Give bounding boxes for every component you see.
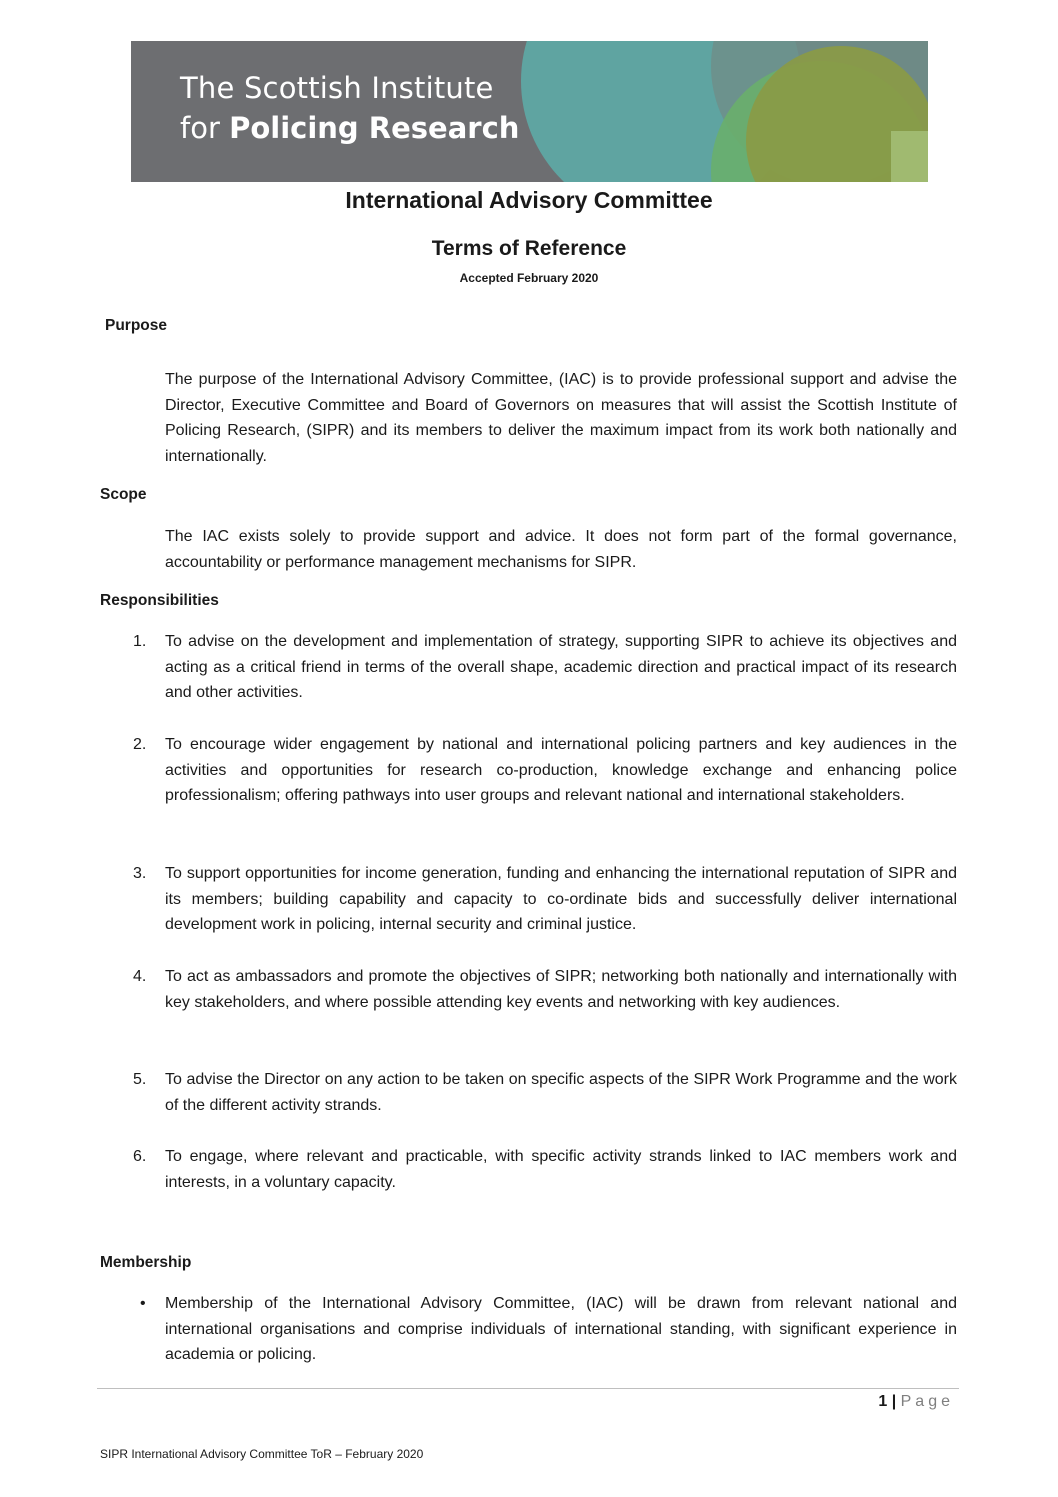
page-number-value: 1 — [878, 1393, 888, 1410]
membership-bullet: • — [140, 1295, 146, 1312]
banner-title-line2 — [180, 111, 519, 145]
item-number: 1. — [133, 633, 147, 650]
banner-title-prefix: for — [180, 111, 230, 145]
item-text: To act as ambassadors and promote the objectives of SIPR; networking both nationally and internationally with key stakeholders, and where possible attending key events and networking with key audiences. — [165, 968, 957, 1011]
page-number — [878, 1393, 954, 1411]
document-subtitle: Terms of Reference — [431, 237, 627, 260]
item-text: To support opportunities for income generation, funding and enhancing the international reputation of SIPR and its members; building capability and capacity to co-ordinate bids and successfully deliver international development work in policing, internal security and criminal justice. — [165, 865, 957, 933]
scope-text: The IAC exists solely to provide support and advice. It does not form part of the formal governance, accountability or performance management mechanisms for SIPR. — [165, 528, 957, 571]
membership-text: Membership of the International Advisory Committee, (IAC) will be drawn from relevant national and international organisations and comprise individuals of international standing, with significant experience in academia or policing. — [165, 1295, 957, 1363]
item-number: 5. — [133, 1071, 147, 1088]
item-number: 2. — [133, 736, 147, 753]
document-title: International Advisory Committee — [345, 187, 713, 213]
footer-divider — [97, 1388, 959, 1389]
item-number: 3. — [133, 865, 147, 882]
page-label: Page — [900, 1393, 954, 1410]
header-banner — [131, 41, 928, 182]
footer-text: SIPR International Advisory Committee ToR – February 2020 — [100, 1447, 424, 1461]
purpose-text: The purpose of the International Advisory Committee, (IAC) is to provide professional support and advise the Director, Executive Committee and Board of Governors on measures that will assist the Scottish Institute of Policing Research, (SIPR) and its members to deliver the maximum impact from its work both nationally and internationally. — [165, 371, 957, 465]
banner-title-bold: Policing Research — [229, 111, 520, 145]
item-text: To engage, where relevant and practicable, with specific activity strands linked to IAC members work and interests, in a voluntary capacity. — [165, 1148, 957, 1191]
membership-heading: Membership — [100, 1254, 192, 1271]
item-text: To encourage wider engagement by national and international policing partners and key audiences in the activities and opportunities for research co-production, knowledge exchange and enhancing police professionalism; offering pathways into user groups and relevant national and international stakeholders. — [165, 736, 957, 804]
accepted-date: Accepted February 2020 — [459, 271, 599, 285]
banner-title-line1: The Scottish Institute — [180, 71, 494, 105]
responsibilities-heading: Responsibilities — [100, 592, 219, 609]
page-separator: | — [891, 1393, 897, 1410]
item-text: To advise on the development and implementation of strategy, supporting SIPR to achieve its objectives and acting as a critical friend in terms of the overall shape, academic direction and practical impact of its research and other activities. — [165, 633, 957, 701]
item-number: 4. — [133, 968, 147, 985]
purpose-heading: Purpose — [105, 317, 168, 334]
item-text: To advise the Director on any action to be taken on specific aspects of the SIPR Work Programme and the work of the different activity strands. — [165, 1071, 957, 1114]
scope-heading: Scope — [100, 486, 147, 503]
item-number: 6. — [133, 1148, 147, 1165]
